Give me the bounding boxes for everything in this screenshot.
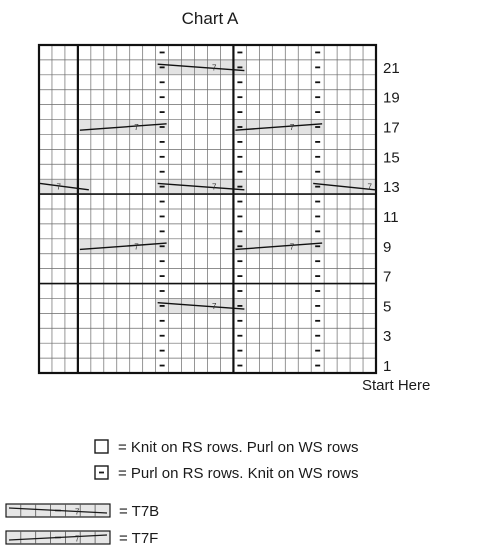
t7f-cable-icon [5,530,111,546]
start-here-label: Start Here [362,377,431,394]
svg-text:7: 7 [75,534,80,544]
row-number-label: 15 [383,149,400,167]
cable-stitch-count: 7 [56,182,61,192]
cable-stitch-count: 7 [289,123,295,132]
knit-symbol-icon [94,439,110,455]
legend-purl [94,463,359,483]
cable-stitch-count: 7 [134,242,139,252]
row-number-label: 1 [383,358,392,376]
legend-knit [94,437,359,457]
svg-text:7: 7 [75,507,80,517]
row-number-label: 3 [383,328,392,346]
cable-stitch-count: 7 [367,182,372,192]
cable-stitch-count: 7 [134,123,139,132]
row-number-label: 9 [383,238,392,256]
cable-stitch-count: 7 [211,301,217,311]
t7b-cable-icon [5,503,111,519]
legend-purl-text: = Purl on RS rows. Knit on WS rows [118,464,359,482]
chart-title: Chart A [181,9,239,28]
row-number-label: 21 [383,59,400,77]
row-number-label: 5 [383,298,392,316]
legend-t7b-text: = T7B [119,502,160,520]
row-number-label: 7 [383,268,392,286]
legend-t7f [5,528,158,548]
cable-stitch-count: 7 [211,182,217,192]
legend-t7b [5,501,159,521]
purl-symbol-icon [94,465,110,481]
cable-stitch-count: 7 [289,242,295,252]
row-number-label: 11 [383,208,399,226]
row-number-label: 13 [383,179,400,197]
legend-t7f-text: = T7F [119,529,159,547]
cable-stitch-count: 7 [211,63,217,73]
row-number-label: 17 [383,119,400,137]
row-number-label: 19 [383,89,400,107]
legend-knit-text: = Knit on RS rows. Purl on WS rows [118,438,359,456]
